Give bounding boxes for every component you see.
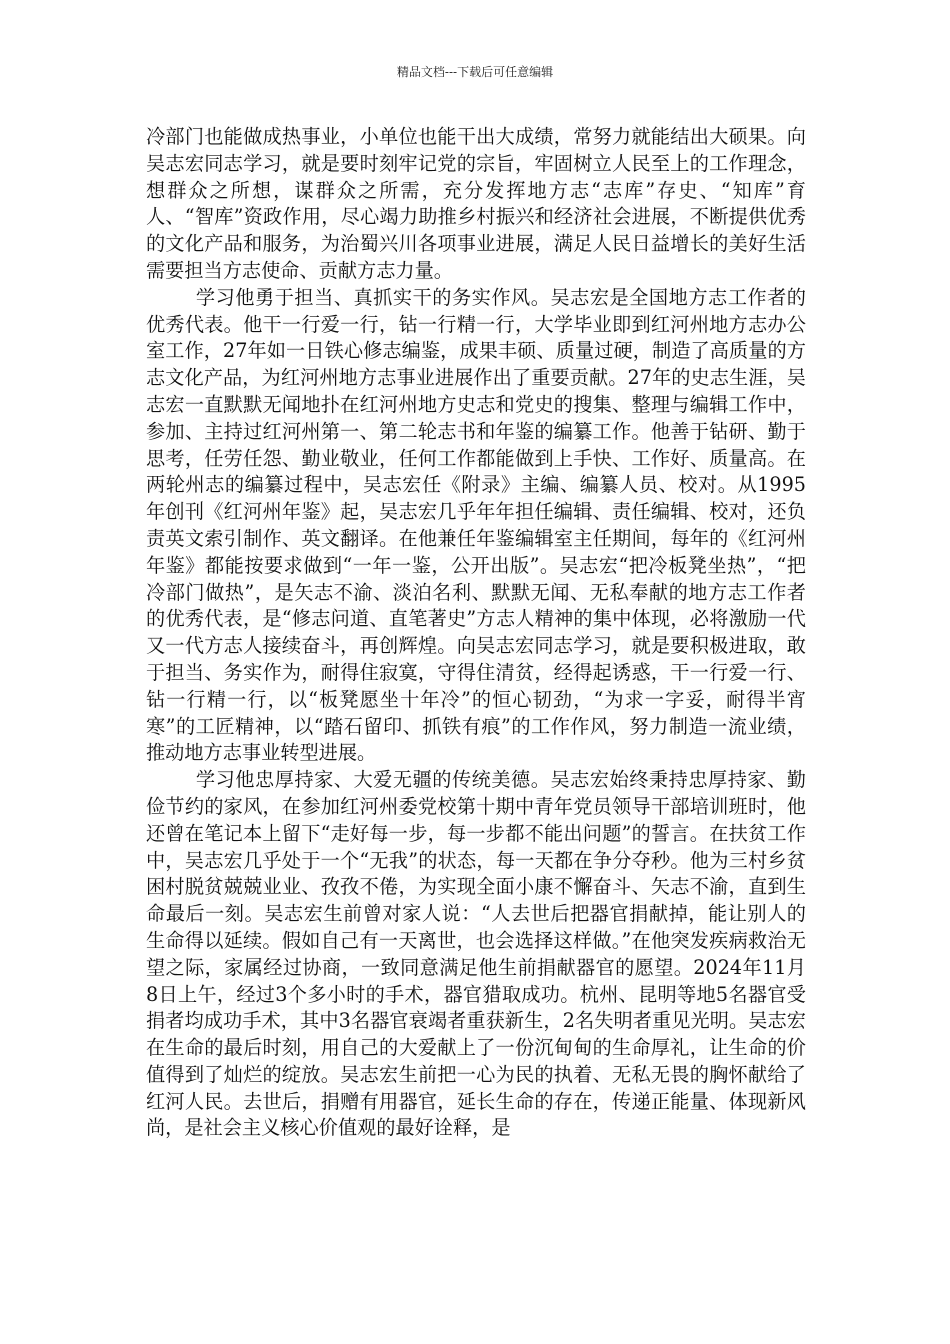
paragraph-1: 冷部门也能做成热事业，小单位也能干出大成绩，常努力就能结出大硕果。向吴志宏同志学习，就是要时刻牢记党的宗旨，牢固树立人民至上的工作理念，想群众之所想，谋群众之所需，充分发挥地方志“志库”存史、“知库”育人、“智库”资政作用，尽心竭力助推乡村振兴和经济社会进展，不断提供优秀的文化产品和服务，为治蜀兴川各项事业进展，满足人民日益增长的美好生活需要担当方志使命、贡献方志力量。 xyxy=(146,125,806,282)
paragraph-2: 学习他勇于担当、真抓实干的务实作风。吴志宏是全国地方志工作者的优秀代表。他干一行爱一行，钻一行精一行，大学毕业即到红河州地方志办公室工作，27年如一日铁心修志编鉴，成果丰硕、质量过硬，制造了高质量的方志文化产品，为红河州地方志事业进展作出了重要贡献。27年的史志生涯，吴志宏一直默默无闻地扑在红河州地方史志和党史的搜集、整理与编辑工作中，参加、主持过红河州第一、第二轮志书和年鉴的编纂工作。他善于钻研、勤于思考，任劳任怨、勤业敬业，任何工作都能做到上手快、工作好、质量高。在两轮州志的编纂过程中，吴志宏任《附录》主编、编纂人员、校对。从1995年创刊《红河州年鉴》起，吴志宏几乎年年担任编辑、责任编辑、校对，还负责英文索引制作、英文翻译。在他兼任年鉴编辑室主任期间，每年的《红河州年鉴》都能按要求做到“一年一鉴，公开出版”。吴志宏“把冷板凳坐热”，“把冷部门做热”，是矢志不渝、淡泊名利、默默无闻、无私奉献的地方志工作者的优秀代表，是“修志问道、直笔著史”方志人精神的集中体现，必将激励一代又一代方志人接续奋斗，再创辉煌。向吴志宏同志学习，就是要积极进取，敢于担当、务实作为，耐得住寂寞，守得住清贫，经得起诱惑，干一行爱一行、钻一行精一行，以“板凳愿坐十年冷”的恒心韧劲，“为求一字妥，耐得半宵寒”的工匠精神，以“踏石留印、抓铁有痕”的工作作风，努力制造一流业绩，推动地方志事业转型进展。 xyxy=(146,285,806,765)
document-body xyxy=(146,124,806,1142)
page-header: 精品文档---下载后可任意编辑 xyxy=(396,65,554,79)
paragraph-3: 学习他忠厚持家、大爱无疆的传统美德。吴志宏始终秉持忠厚持家、勤俭节约的家风，在参加红河州委党校第十期中青年党员领导干部培训班时，他还曾在笔记本上留下“走好每一步，每一步都不能出问题”的誓言。在扶贫工作中，吴志宏几乎处于一个“无我”的状态，每一天都在争分夺秒。他为三村乡贫困村脱贫兢兢业业、孜孜不倦，为实现全面小康不懈奋斗、矢志不渝，直到生命最后一刻。吴志宏生前曾对家人说：“人去世后把器官捐献掉，能让别人的生命得以延续。假如自己有一天离世，也会选择这样做。”在他突发疾病救治无望之际，家属经过协商，一致同意满足他生前捐献器官的愿望。2024年11月8日上午，经过3个多小时的手术，器官猎取成功。杭州、昆明等地5名器官受捐者均成功手术，其中3名器官衰竭者重获新生，2名失明者重见光明。吴志宏在生命的最后时刻，用自己的大爱献上了一份沉甸甸的生命厚礼，让生命的价值得到了灿烂的绽放。吴志宏生前把一心为民的执着、无私无畏的胸怀献给了红河人民。去世后，捐赠有用器官，延长生命的存在，传递正能量、体现新风尚，是社会主义核心价值观的最好诠释，是 xyxy=(146,768,806,1140)
